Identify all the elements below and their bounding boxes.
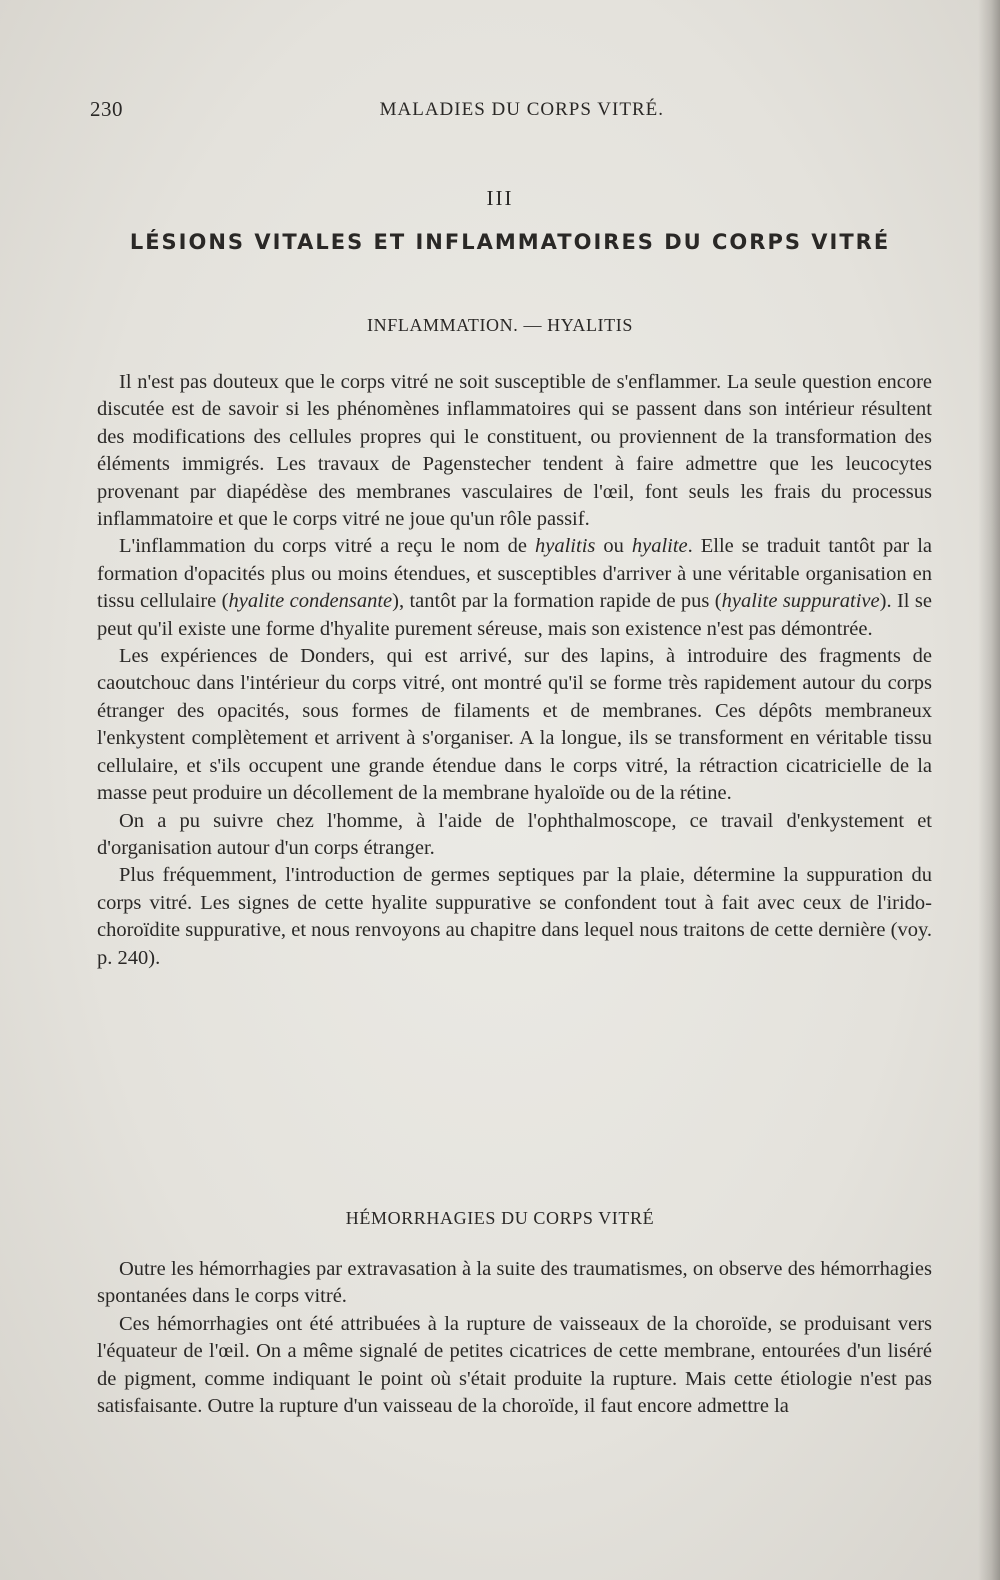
paragraph: Il n'est pas douteux que le corps vitré ne soit susceptible de s'enflammer. La seule question encore discutée est de savoir si les phénomènes inflammatoires qui se passent dans son intérieur résultent des modifications des cellules propres qui le constituent, ou proviennent de la transformation des éléments immigrés. Les travaux de Pagenstecher tendent à faire admettre que les leucocytes provenant par diapédèse des membranes vasculaires de l'œil, font seuls les frais du processus inflammatoire et que le corps vitré ne joue qu'un rôle passif.	[97, 371, 932, 531]
section-body-hemorrhages	[97, 1256, 932, 1420]
italic-term: hyalite	[631, 535, 688, 558]
paragraph: Outre les hémorrhagies par extravasation à la suite des traumatismes, on observe des hémorrhagies spontanées dans le corps vitré.	[97, 1258, 932, 1308]
text-run: ou	[595, 535, 632, 558]
paragraph: Plus fréquemment, l'introduction de germes septiques par la plaie, détermine la suppuration du corps vitré. Les signes de cette hyalite suppurative se confondent tout à fait avec ceux de l'irido-choroïdite suppurative, et nous renvoyons au chapitre dans lequel nous traitons de cette dernière (voy. p. 240).	[97, 864, 932, 969]
running-head	[90, 97, 664, 127]
paragraph: On a pu suivre chez l'homme, à l'aide de l'ophthalmoscope, ce travail d'enkystement et d'organisation autour d'un corps étranger.	[97, 809, 932, 859]
paragraph: Les expériences de Donders, qui est arrivé, sur des lapins, à introduire des fragments de caoutchouc dans l'intérieur du corps vitré, ont montré qu'il se forme très rapidement autour du corps étranger des opacités, sous formes de filaments et de membranes. Ces dépôts membraneux l'enkystent complètement et arrivent à s'organiser. A la longue, ils se transforment en véritable tissu cellulaire, et s'ils occupent une grande étendue dans le corps vitré, la rétraction cicatricielle de la masse peut produire un décollement de la membrane hyaloïde ou de la rétine.	[97, 645, 932, 805]
italic-term: hyalitis	[535, 535, 596, 558]
text-run: . Elle se traduit tantôt par la formation d'opacités plus ou moins étendues, et susceptibles d'arriver à une véritable organisation en tissu cellulaire (	[97, 535, 932, 613]
running-title: MALADIES DU CORPS VITRÉ.	[379, 99, 664, 120]
italic-term: hyalite condensante	[228, 590, 393, 613]
section-heading-hemorrhages: HÉMORRHAGIES DU CORPS VITRÉ	[345, 1208, 655, 1228]
paragraph	[97, 533, 932, 643]
paragraph: Ces hémorrhagies ont été attribuées à la rupture de vaisseaux de la choroïde, se produisant vers l'équateur de l'œil. On a même signalé de petites cicatrices de cette membrane, entourées d'un liséré de pigment, comme indiquant le point où s'était produite la rupture. Mais cette étiologie n'est pas satisfaisante. Outre la rupture d'un vaisseau de la choroïde, il faut encore admettre la	[97, 1312, 932, 1418]
chapter-number: III	[486, 186, 514, 210]
section-body-inflammation	[97, 369, 932, 972]
section-heading-inflammation: INFLAMMATION. — HYALITIS	[367, 315, 633, 335]
text-run: ), tantôt par la formation rapide de pus (	[392, 590, 722, 613]
chapter-title: LÉSIONS VITALES ET INFLAMMATOIRES DU CORPS VITRÉ	[129, 230, 891, 254]
text-run: ). Il se peut qu'il existe une forme d'hyalite purement séreuse, mais son existence n'est pas démontrée.	[97, 590, 932, 640]
text-run: L'inflammation du corps vitré a reçu le nom de	[119, 535, 536, 558]
page-number: 230	[90, 97, 123, 121]
page-edge-shadow	[978, 0, 1000, 1580]
italic-term: hyalite suppurative	[721, 590, 880, 613]
